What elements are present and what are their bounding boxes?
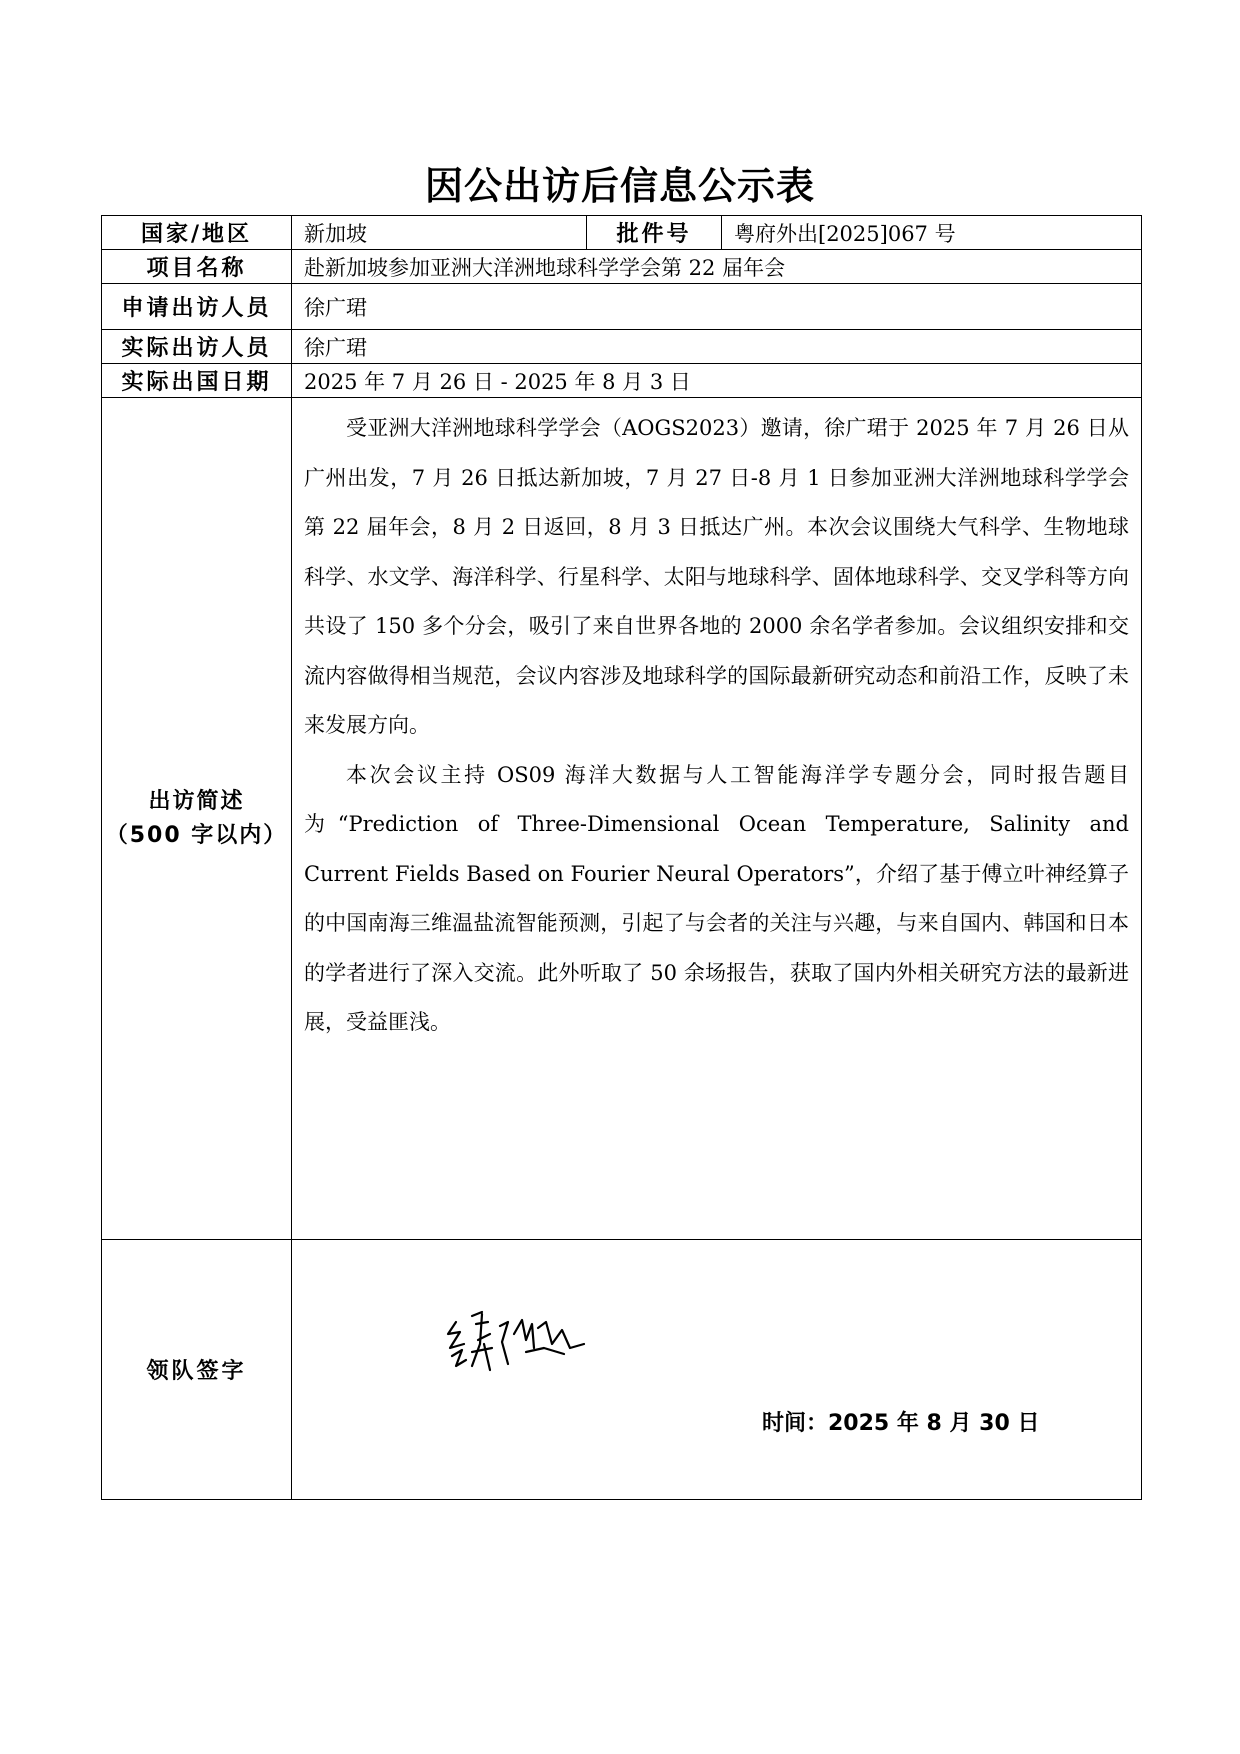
row-actual-people xyxy=(102,330,1142,364)
row-summary xyxy=(102,398,1142,1240)
row-project xyxy=(102,250,1142,284)
info-table xyxy=(101,215,1142,1500)
actual-people-label: 实际出访人员 xyxy=(102,330,292,364)
row-signature xyxy=(102,1240,1142,1500)
signature-label: 领队签字 xyxy=(102,1240,292,1500)
actual-people-value: 徐广珺 xyxy=(292,330,1142,364)
project-value: 赴新加坡参加亚洲大洋洲地球科学学会第 22 届年会 xyxy=(292,250,1142,284)
summary-label-limit: （500 字以内） xyxy=(105,822,288,848)
project-label: 项目名称 xyxy=(102,250,292,284)
page-title: 因公出访后信息公示表 xyxy=(424,164,815,208)
row-dates xyxy=(102,364,1142,398)
dates-label: 实际出国日期 xyxy=(102,364,292,398)
country-value: 新加坡 xyxy=(292,216,587,250)
country-label: 国家/地区 xyxy=(102,216,292,250)
summary-paragraph-1: 受亚洲大洋洲地球科学学会（AOGS2023）邀请，徐广珺于 2025 年 7 月 26 日从广州出发，7 月 26 日抵达新加坡，7 月 27 日-8 月 1 日参加亚洲大洋洲地球科学学会第 22 届年会，8 月 2 日返回，8 月 3 日抵达广州。本次会议围绕大气科学、生物地球科学、水文学、海洋科学、行星科学、太阳与地球科学、固体地球科学、交叉学科等方向共设了 150 多个分会，吸引了来自世界各地的 2000 余名学者参加。会议组织安排和交流内容做得相当规范，会议内容涉及地球科学的国际最新研究动态和前沿工作，反映了未来发展方向。 xyxy=(304,416,1129,737)
signature-cell xyxy=(292,1240,1142,1500)
row-applicants xyxy=(102,284,1142,330)
approval-value: 粤府外出[2025]067 号 xyxy=(722,216,1142,250)
handwritten-signature xyxy=(442,1304,592,1384)
summary-label-cell xyxy=(102,398,292,1240)
summary-paragraph-2: 本次会议主持 OS09 海洋大数据与人工智能海洋学专题分会，同时报告题目为“Prediction of Three-Dimensional Ocean Temperature, Salinity and Current Fields Based on Fourier Neural Operators”，介绍了基于傅立叶神经算子的中国南海三维温盐流智能预测，引起了与会者的关注与兴趣，与来自国内、韩国和日本的学者进行了深入交流。此外听取了 50 余场报告，获取了国内外相关研究方法的最新进展，受益匪浅。 xyxy=(304,762,1129,1034)
dates-value: 2025 年 7 月 26 日 - 2025 年 8 月 3 日 xyxy=(292,364,1142,398)
approval-label: 批件号 xyxy=(587,216,722,250)
summary-label: 出访简述 xyxy=(148,788,245,814)
applicants-value: 徐广珺 xyxy=(292,284,1142,330)
signature-date: 时间：2025 年 8 月 30 日 xyxy=(762,1411,1040,1436)
row-country xyxy=(102,216,1142,250)
applicants-label: 申请出访人员 xyxy=(102,284,292,330)
summary-text-cell xyxy=(292,398,1142,1240)
